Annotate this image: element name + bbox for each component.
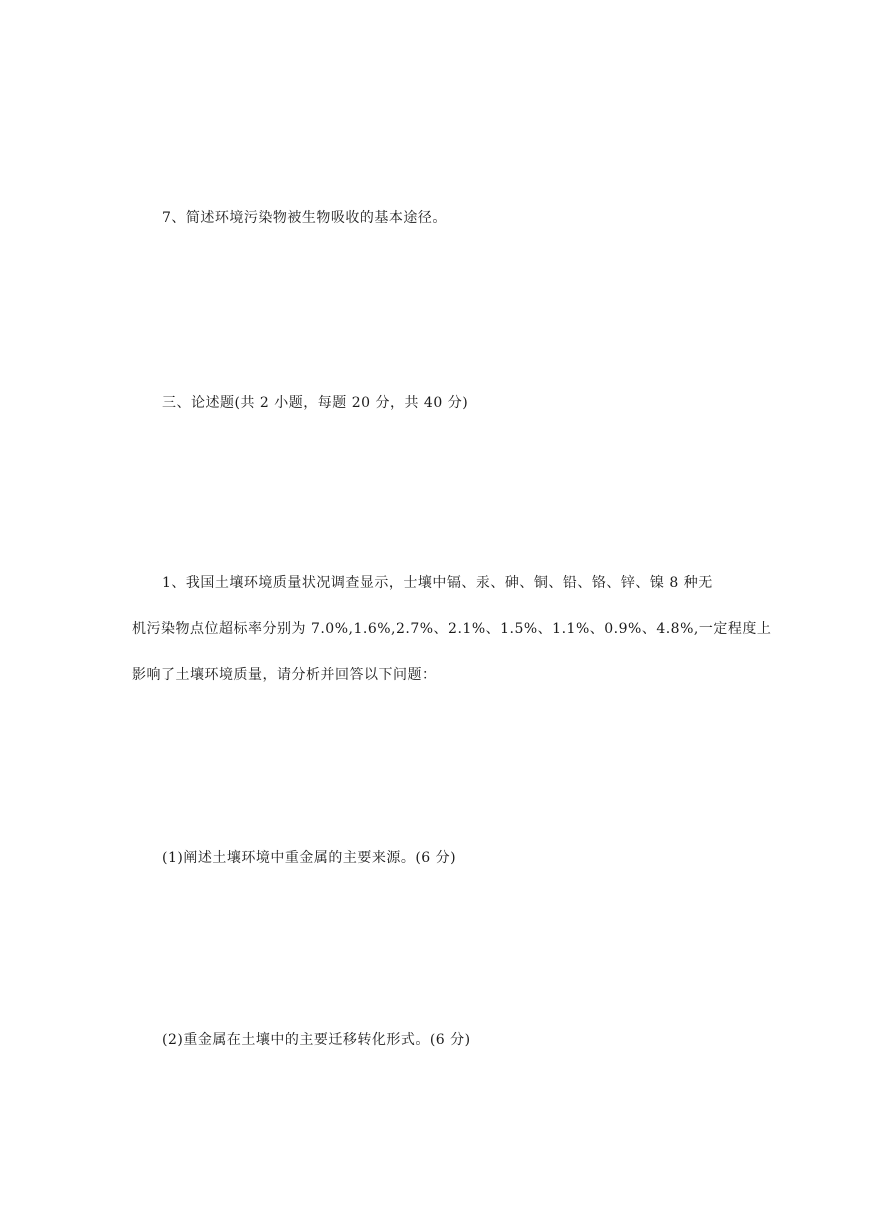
essay-1-line-1: 1、我国土壤环境质量状况调查显示，士壤中镉、汞、砷、铜、铅、铬、锌、镍 8 种无: [162, 575, 713, 591]
essay-1-line-2: 机污染物点位超标率分别为 7.0%,1.6%,2.7%、2.1%、1.5%、1.1%、0.9%、4.8%,一定程度上: [132, 621, 772, 637]
sub-question-1: (1)阐述土壤环境中重金属的主要来源。(6 分): [162, 850, 457, 866]
section-3-heading: 三、论述题(共 2 小题，每题 20 分，共 40 分): [162, 395, 469, 411]
question-7-text: 7、简述环境污染物被生物吸收的基本途径。: [162, 210, 447, 226]
essay-1-line-3: 影响了土壤环境质量，请分析并回答以下问题：: [132, 667, 437, 683]
sub-question-2: (2)重金属在土壤中的主要迁移转化形式。(6 分): [162, 1032, 471, 1048]
